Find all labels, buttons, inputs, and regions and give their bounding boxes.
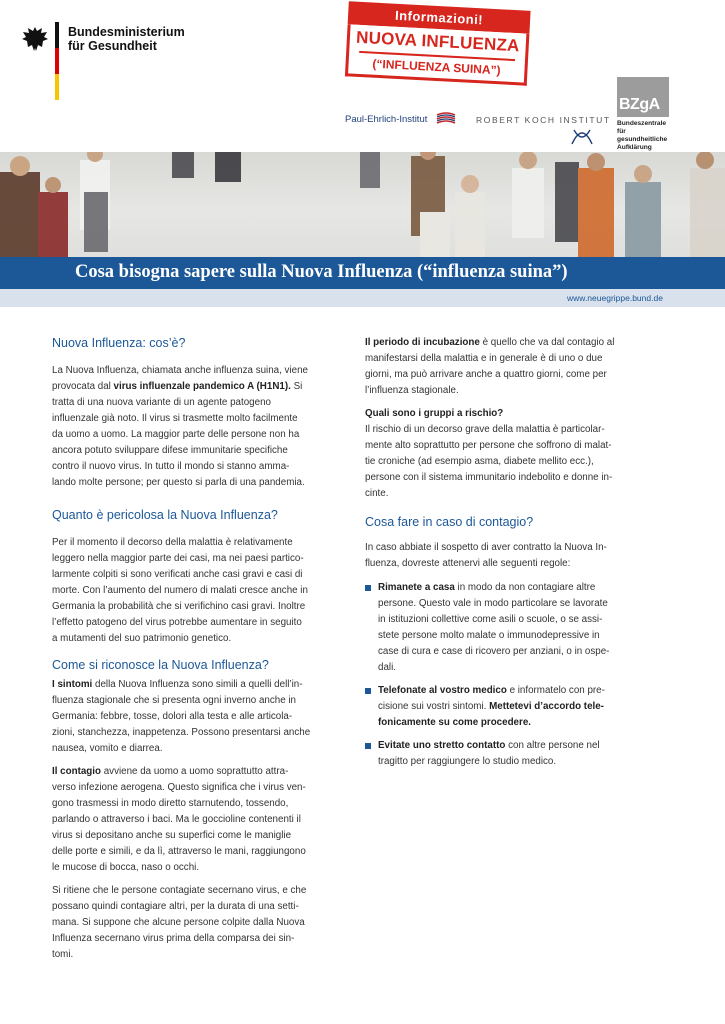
paragraph: Si ritiene che le persone contagiate secernano virus, e che possano quindi contagiare altri, per la durata di una setti- mana. Si suppone che alcune persone colpite dalla Nuova Influenza secernano virus prima della comparsa dei sin- tomi. xyxy=(52,885,307,960)
paragraph: La Nuova Influenza, chiamata anche influenza suina, viene provocata dal virus influenzale pandemico A (H1N1). Si tratta di una nuova variante di un agente patogeno influenzale già noto. Il virus si trasmette molto facilmente da uomo a uomo. La maggior parte delle persone non ha ancora potuto sviluppare difese immunitarie specifiche contro il nuovo virus. In tutto il mondo si stanno amma- lando molte persone; per questo si parla di una pandemia. xyxy=(52,365,308,488)
paragraph: Il contagio avviene da uomo a uomo soprattutto attra- verso infezione aerogena. Questo significa che i virus ven- gono trasmessi in modo diretto starnutendo, tossendo, parlando o attraverso i baci. Ma le goccioline contenenti il virus si depositano anche su superfici come le maniglie delle porte e simili, e da lì, attraverso le mani, raggiungono le mucose di bocca, naso o occhi. xyxy=(52,766,306,873)
stamp-line1: NUOVA INFLUENZA xyxy=(355,27,521,56)
bullet-square-icon xyxy=(365,743,371,749)
bzga-logo-text: BZgA xyxy=(619,96,660,113)
ministry-name: Bundesministerium für Gesundheit xyxy=(68,25,185,53)
info-stamp xyxy=(343,1,530,114)
left-column xyxy=(52,335,328,963)
bullet-square-icon xyxy=(365,688,371,694)
list-item: Rimanete a casa in modo da non contagiare altre persone. Questo vale in modo particolare se lavorate in istituzioni collettive come asili o scuole, o se assi- stete persone molto malate o immunodepressive in case di cura e case di ricovero per anziani, o in ospe- dali. xyxy=(365,580,641,676)
pei-logo-icon xyxy=(436,112,456,126)
page-title: Cosa bisogna sapere sulla Nuova Influenza (“influenza suina”) xyxy=(75,262,568,282)
section-heading: Come si riconosce la Nuova Influenza? xyxy=(52,658,269,672)
section-heading: Cosa fare in caso di contagio? xyxy=(365,515,534,529)
paragraph: Il rischio di un decorso grave della malattia è particolar- mente alto soprattutto per persone che soffrono di malat- tie croniche (ad esempio asma, diabete mellito ecc.), persone con il sistema immunitario indebolito e donne in- cinte. xyxy=(365,424,613,499)
section-heading: Nuova Influenza: cos’è? xyxy=(52,336,186,350)
paragraph: Il periodo di incubazione è quello che va dal contagio al manifestarsi della malattia e in generale è di uno o due giorni, ma può arrivare anche a quattro giorni, come per l’influenza stagionale. xyxy=(365,337,615,396)
section-heading: Quanto è pericolosa la Nuova Influenza? xyxy=(52,508,278,522)
german-flag-bar xyxy=(55,22,59,100)
paragraph: In caso abbiate il sospetto di aver contratto la Nuova In- fluenza, dovreste attenervi alle seguenti regole: xyxy=(365,542,607,569)
list-item: Telefonate al vostro medico e informatelo con pre- cisione sui vostri sintomi. Mettetevi d’accordo tele- fonicamente su come procedere. xyxy=(365,683,641,731)
bzga-subtitle: Bundeszentrale für gesundheitliche Aufklärung xyxy=(617,120,668,151)
federal-eagle-icon xyxy=(20,24,50,54)
stamp-top: Informazioni! xyxy=(348,1,531,33)
paragraph: Per il momento il decorso della malattia è relativamente leggero nella maggior parte dei casi, ma nei paesi partico- larmente colpiti si sono verificati anche casi gravi e casi di morte. Con l’aumento del numero di malati cresce anche in Germania la probabilità che si verifichino casi gravi. Inoltre l’effetto patogeno del virus potrebbe aumentare in seguito a mutamenti del suo patrimonio genetico. xyxy=(52,537,308,644)
list-item: Evitate uno stretto contatto con altre persone nel tragitto per raggiungere lo studio medico. xyxy=(365,738,641,770)
bullet-square-icon xyxy=(365,585,371,591)
sub-heading: Quali sono i gruppi a rischio? xyxy=(365,408,504,419)
rki-logo-icon xyxy=(570,126,594,146)
website-link[interactable]: www.neuegrippe.bund.de xyxy=(567,293,663,303)
right-column xyxy=(365,335,641,770)
rki-logo-text: ROBERT KOCH INSTITUT xyxy=(476,115,611,125)
pei-logo-text: Paul-Ehrlich-Institut xyxy=(345,114,428,125)
crowd-photo xyxy=(0,152,725,258)
paragraph: I sintomi della Nuova Influenza sono simili a quelli dell’in- fluenza stagionale che si presenta ogni inverno anche in Germania: febbre, tosse, dolori alla testa e alle articola- zioni, stanchezza, inappetenza. Possono presentarsi anche nausea, vomito e diarrea. xyxy=(52,679,311,754)
stamp-line2: (“INFLUENZA SUINA”) xyxy=(372,56,501,78)
